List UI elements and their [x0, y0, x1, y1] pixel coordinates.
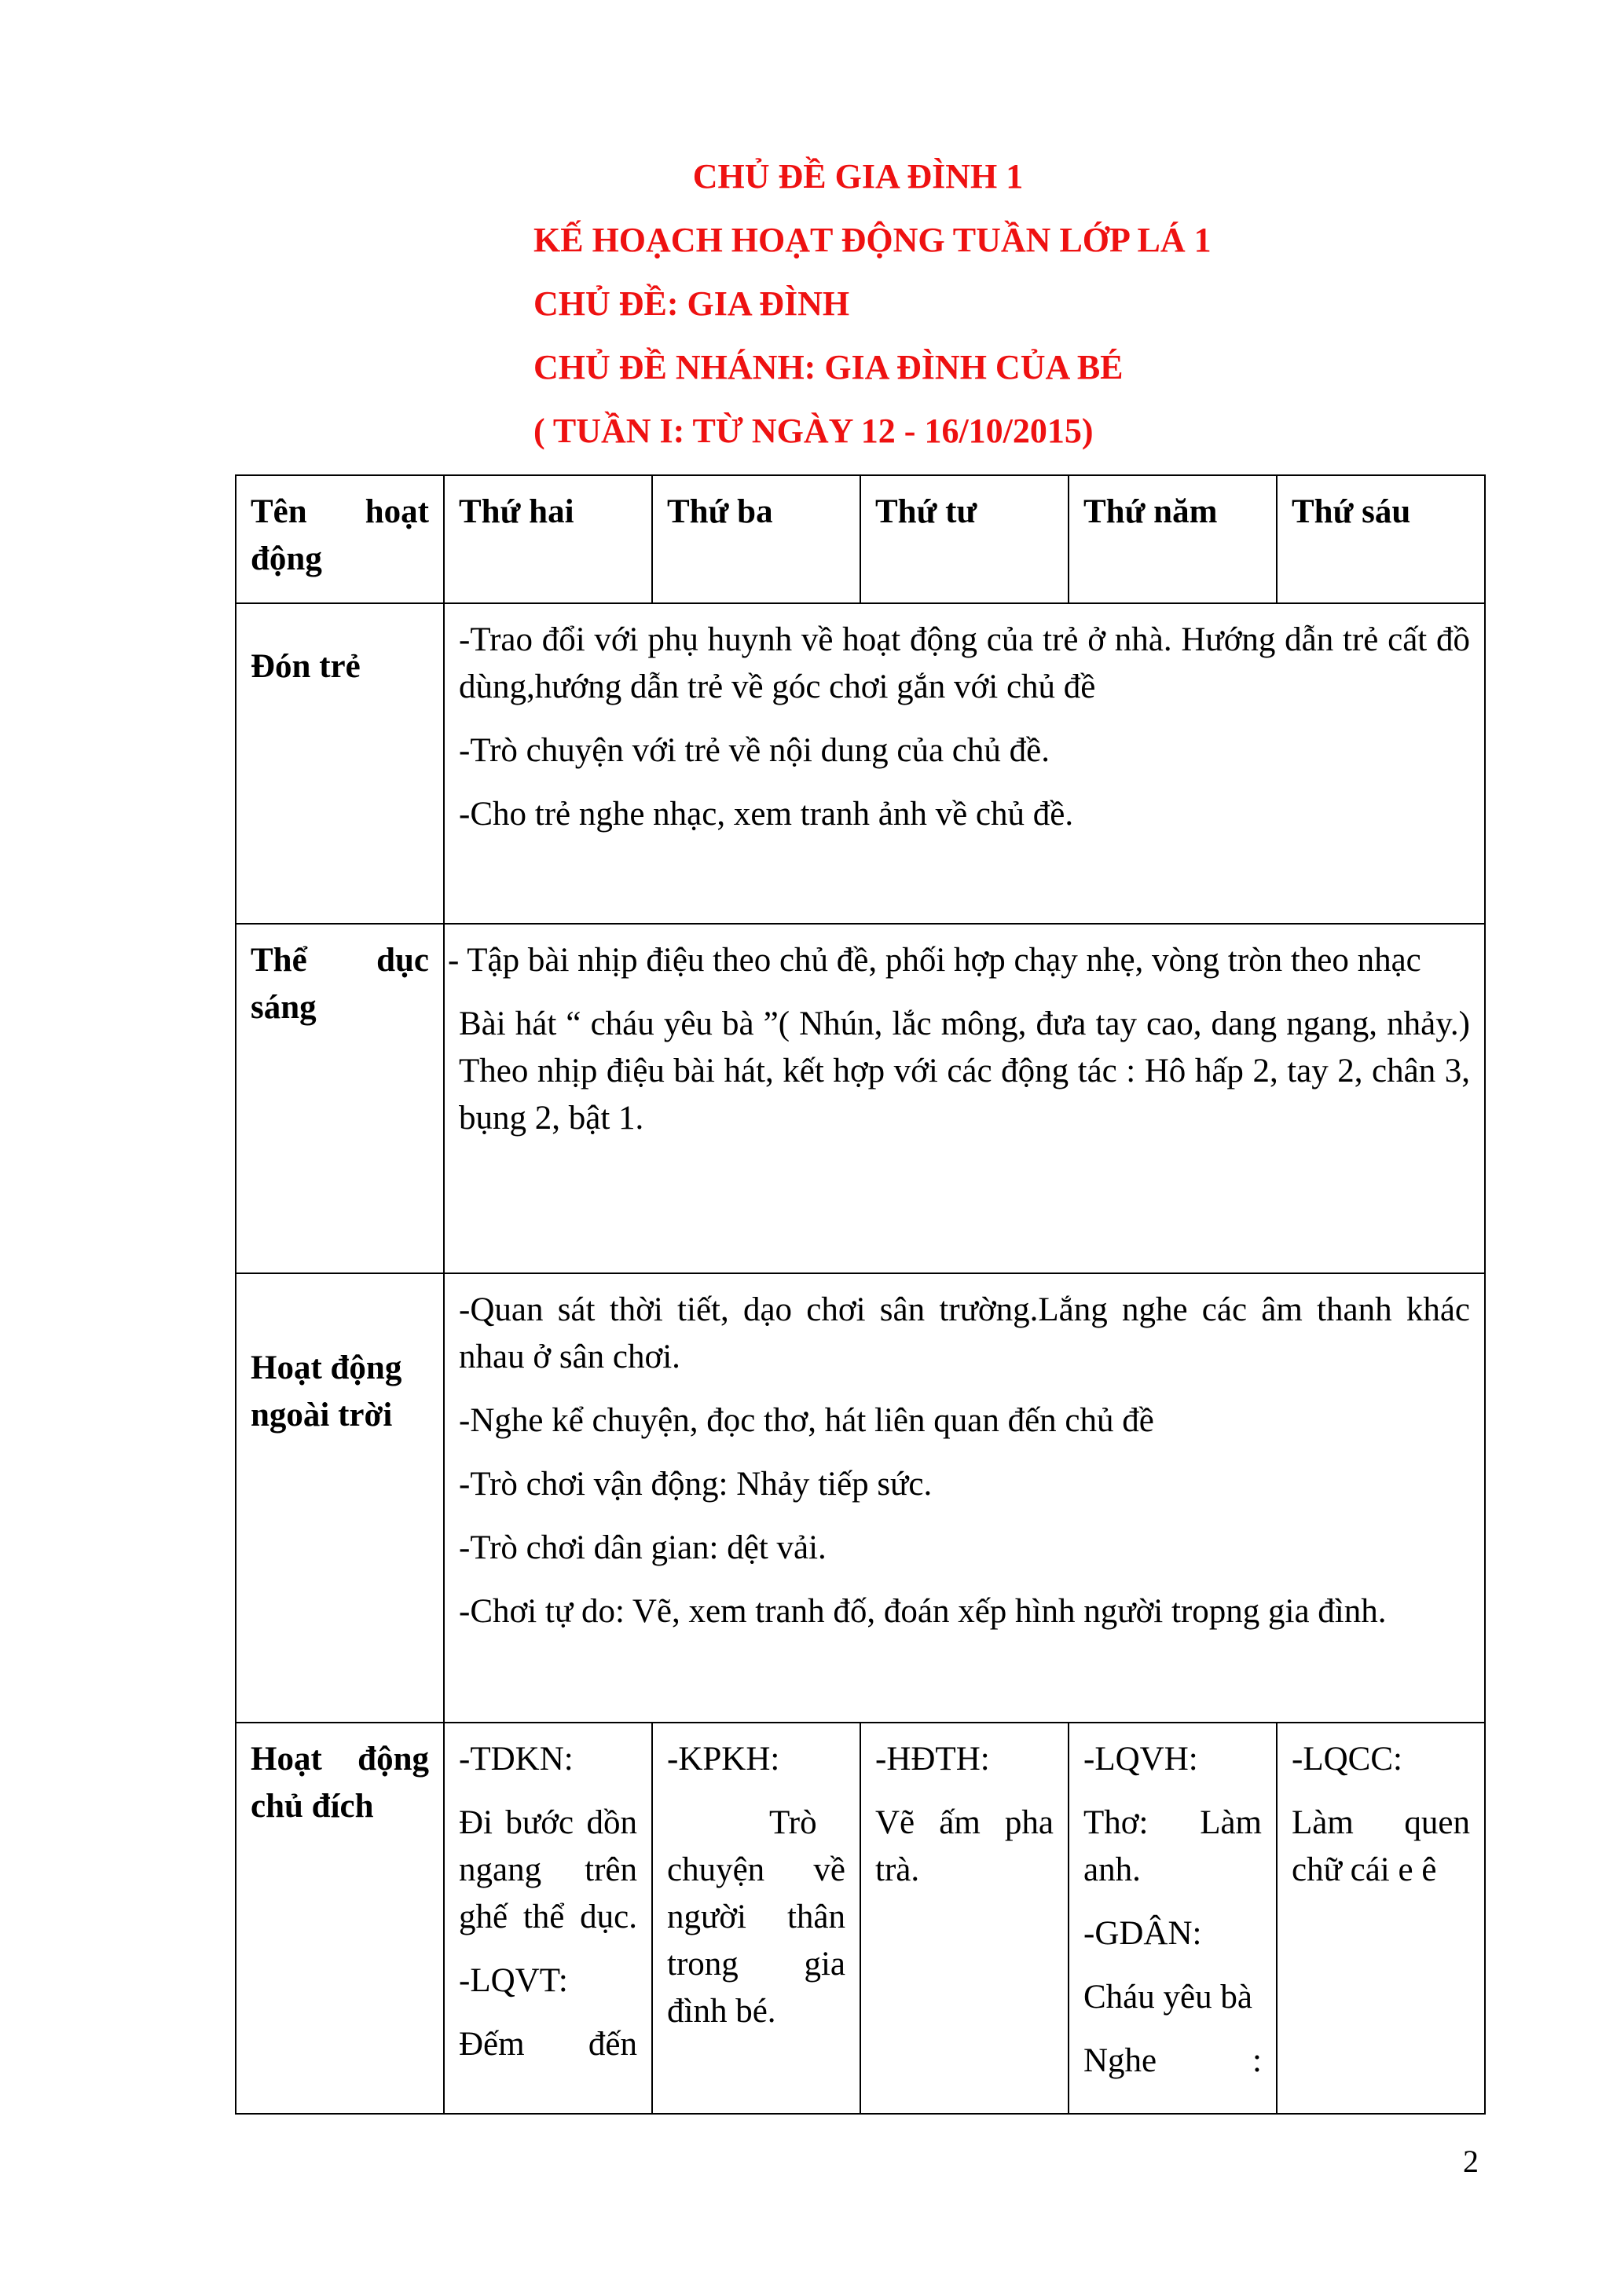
text-line: Hoạt động chủ đích — [251, 1741, 429, 1825]
table-row — [236, 1273, 1485, 1723]
page-number: 2 — [1463, 2144, 1479, 2179]
text-line: Đếm đến — [459, 2026, 637, 2063]
row-label — [236, 1273, 444, 1723]
row-label — [236, 924, 444, 1273]
thursday-cell — [1069, 1723, 1277, 2114]
content-line: -Cho trẻ nghe nhạc, xem tranh ảnh về chủ đề. — [459, 796, 1074, 833]
friday-cell — [1277, 1723, 1485, 2114]
row-content — [444, 924, 1485, 1273]
header-friday: Thứ sáu — [1277, 475, 1485, 603]
content-line: -Trò chơi vận động: Nhảy tiếp sức. — [459, 1466, 933, 1503]
table-row — [236, 924, 1485, 1273]
theme-title: CHỦ ĐỀ: GIA ĐÌNH — [533, 284, 850, 323]
content-line: -Trò chuyện với trẻ về nội dung của chủ đề. — [459, 732, 1050, 769]
text-line: -LQVT: — [459, 1962, 568, 1999]
table-header-row — [236, 475, 1485, 603]
text-line: -KPKH: — [667, 1741, 780, 1778]
content-line: -Chơi tự do: Vẽ, xem tranh đố, đoán xếp hình người tropng gia đình. — [459, 1593, 1387, 1630]
content-line: Bài hát “ cháu yêu bà ”( Nhún, lắc mông, đưa tay cao, dang ngang, nhảy.) Theo nhịp điệu bài hát, kết hợp với các động tác : Hô hấp 2, tay 2, chân 3, bụng 2, bật 1. — [459, 1005, 1470, 1137]
content-line: -Nghe kể chuyện, đọc thơ, hát liên quan đến chủ đề — [459, 1402, 1154, 1439]
text-line: Nghe : — [1083, 2042, 1262, 2079]
row-content — [444, 603, 1485, 924]
text-line: Đi bước dồn ngang trên ghế thể dục. — [459, 1804, 637, 1935]
header-monday: Thứ hai — [444, 475, 652, 603]
header-thursday: Thứ năm — [1069, 475, 1277, 603]
week-title: ( TUẦN I: TỪ NGÀY 12 - 16/10/2015) — [533, 412, 1094, 450]
text-line: -HĐTH: — [875, 1741, 990, 1778]
subtheme-title: CHỦ ĐỀ NHÁNH: GIA ĐÌNH CỦA BÉ — [533, 348, 1124, 386]
text-line: -LQCC: — [1292, 1741, 1402, 1778]
text-line: Hoạt động ngoài trời — [251, 1349, 402, 1434]
text-line: -GDÂN: — [1083, 1915, 1202, 1952]
text-line: Thể dục sáng — [251, 942, 429, 1026]
content-line: -Quan sát thời tiết, dạo chơi sân trường.Lắng nghe các âm thanh khác nhau ở sân chơi. — [459, 1291, 1470, 1375]
text-line: Thơ: Làm anh. — [1083, 1804, 1262, 1888]
content-line: -Trò chơi dân gian: dệt vải. — [459, 1529, 827, 1566]
weekly-plan-table — [235, 474, 1486, 2115]
doc-title: CHỦ ĐỀ GIA ĐÌNH 1 — [692, 157, 1024, 196]
content-line: -Trao đổi với phụ huynh về hoạt động của trẻ ở nhà. Hướng dẫn trẻ cất đồ dùng,hướng dẫn trẻ về góc chơi gắn với chủ đề — [459, 621, 1470, 705]
wednesday-cell — [860, 1723, 1069, 2114]
header-tuesday: Thứ ba — [652, 475, 860, 603]
text-line: -TDKN: — [459, 1741, 574, 1778]
row-label — [236, 1723, 444, 2114]
text-line: Cháu yêu bà — [1083, 1979, 1252, 2016]
content-line: - Tập bài nhịp điệu theo chủ đề, phối hợp chạy nhẹ, vòng tròn theo nhạc — [448, 942, 1421, 979]
table-row — [236, 603, 1485, 924]
plan-title: KẾ HOẠCH HOẠT ĐỘNG TUẦN LỚP LÁ 1 — [533, 221, 1212, 259]
header-wednesday: Thứ tư — [860, 475, 1069, 603]
row-label: Đón trẻ — [236, 603, 444, 924]
text-line: Vẽ ấm pha trà. — [875, 1804, 1054, 1888]
text-line: -LQVH: — [1083, 1741, 1198, 1778]
text-line: Tên hoạt động — [251, 493, 429, 577]
table-row — [236, 1723, 1485, 2114]
text-line: Làm quen chữ cái e ê — [1292, 1804, 1470, 1888]
text-line: Trò chuyện về người thân trong gia đình bé. — [667, 1804, 845, 2030]
tuesday-cell — [652, 1723, 860, 2114]
row-content — [444, 1273, 1485, 1723]
monday-cell — [444, 1723, 652, 2114]
header-activity — [236, 475, 444, 603]
